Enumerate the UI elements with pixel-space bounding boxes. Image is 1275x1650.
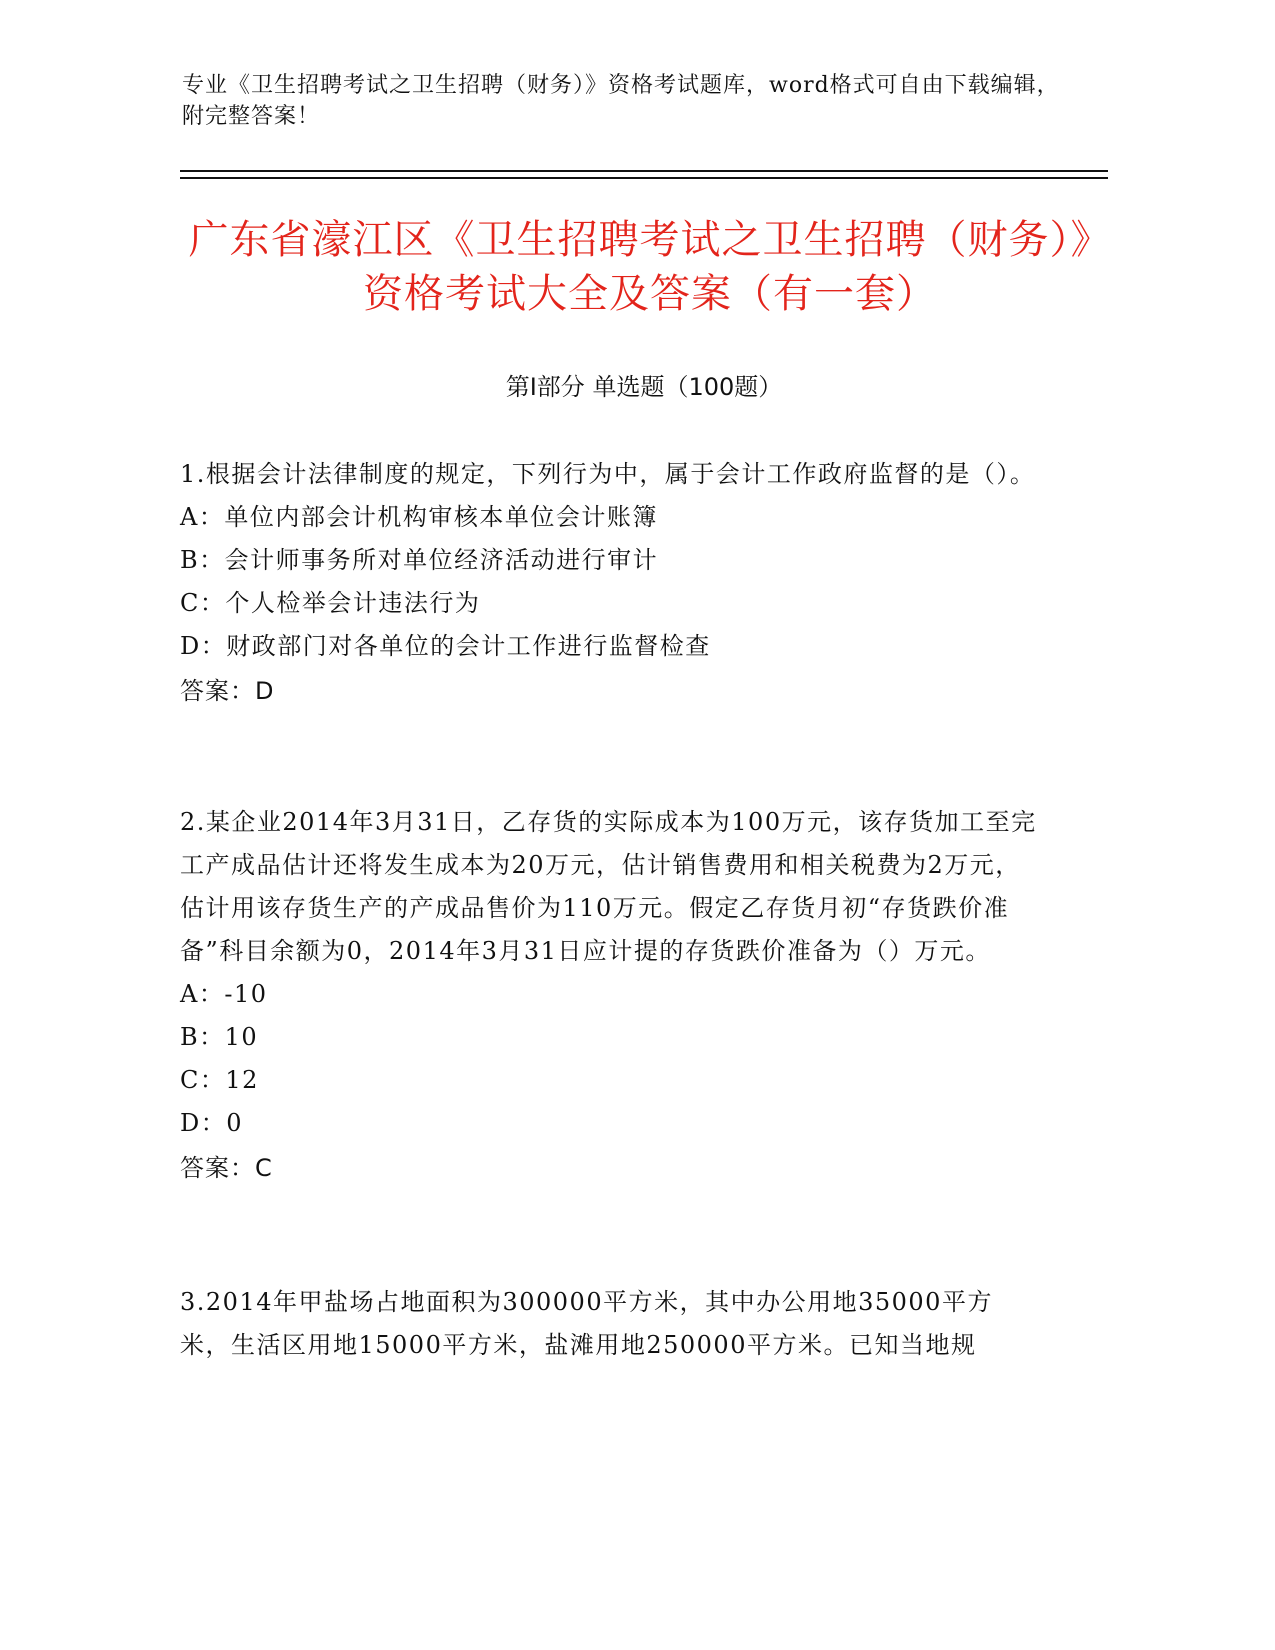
option-a: A：单位内部会计机构审核本单位会计账簿 (180, 503, 658, 531)
option-d: D：财政部门对各单位的会计工作进行监督检查 (180, 632, 711, 660)
header-note: 专业《卫生招聘考试之卫生招聘（财务）》资格考试题库，word格式可自由下载编辑，附完整答案！ (182, 73, 1060, 129)
option-c: C：个人检举会计违法行为 (180, 589, 481, 617)
question-stem: 3.2014年甲盐场占地面积为300000平方米，其中办公用地35000平方米，生活区用地15000平方米，盐滩用地250000平方米。已知当地规 (180, 1288, 993, 1359)
answer: 答案：C (180, 1154, 273, 1182)
document-title: 广东省濠江区《卫生招聘考试之卫生招聘（财务）》资格考试大全及答案（有一套） (188, 217, 1112, 317)
option-a: A：-10 (180, 980, 268, 1008)
option-c: C：12 (180, 1066, 259, 1094)
answer: 答案：D (180, 677, 275, 705)
question-stem: 2.某企业2014年3月31日，乙存货的实际成本为100万元，该存货加工至完工产成品估计还将发生成本为20万元，估计销售费用和相关税费为2万元，估计用该存货生产的产成品售价为110万元。假定乙存货月初“存货跌价准备”科目余额为0，2014年3月31日应计提的存货跌价准备为（）万元。 (180, 808, 1037, 965)
option-b: B：10 (180, 1023, 259, 1051)
section-heading: 第I部分 单选题（100题） (505, 373, 783, 401)
question-stem: 1.根据会计法律制度的规定，下列行为中，属于会计工作政府监督的是（）。 (180, 460, 1036, 488)
option-d: D：0 (180, 1109, 244, 1137)
header-rule-bottom (180, 177, 1108, 179)
question-3 (180, 1281, 1040, 1367)
question-1 (180, 453, 1040, 714)
question-2 (180, 801, 1040, 1191)
header-rule-top (180, 170, 1108, 172)
option-b: B：会计师事务所对单位经济活动进行审计 (180, 546, 659, 574)
